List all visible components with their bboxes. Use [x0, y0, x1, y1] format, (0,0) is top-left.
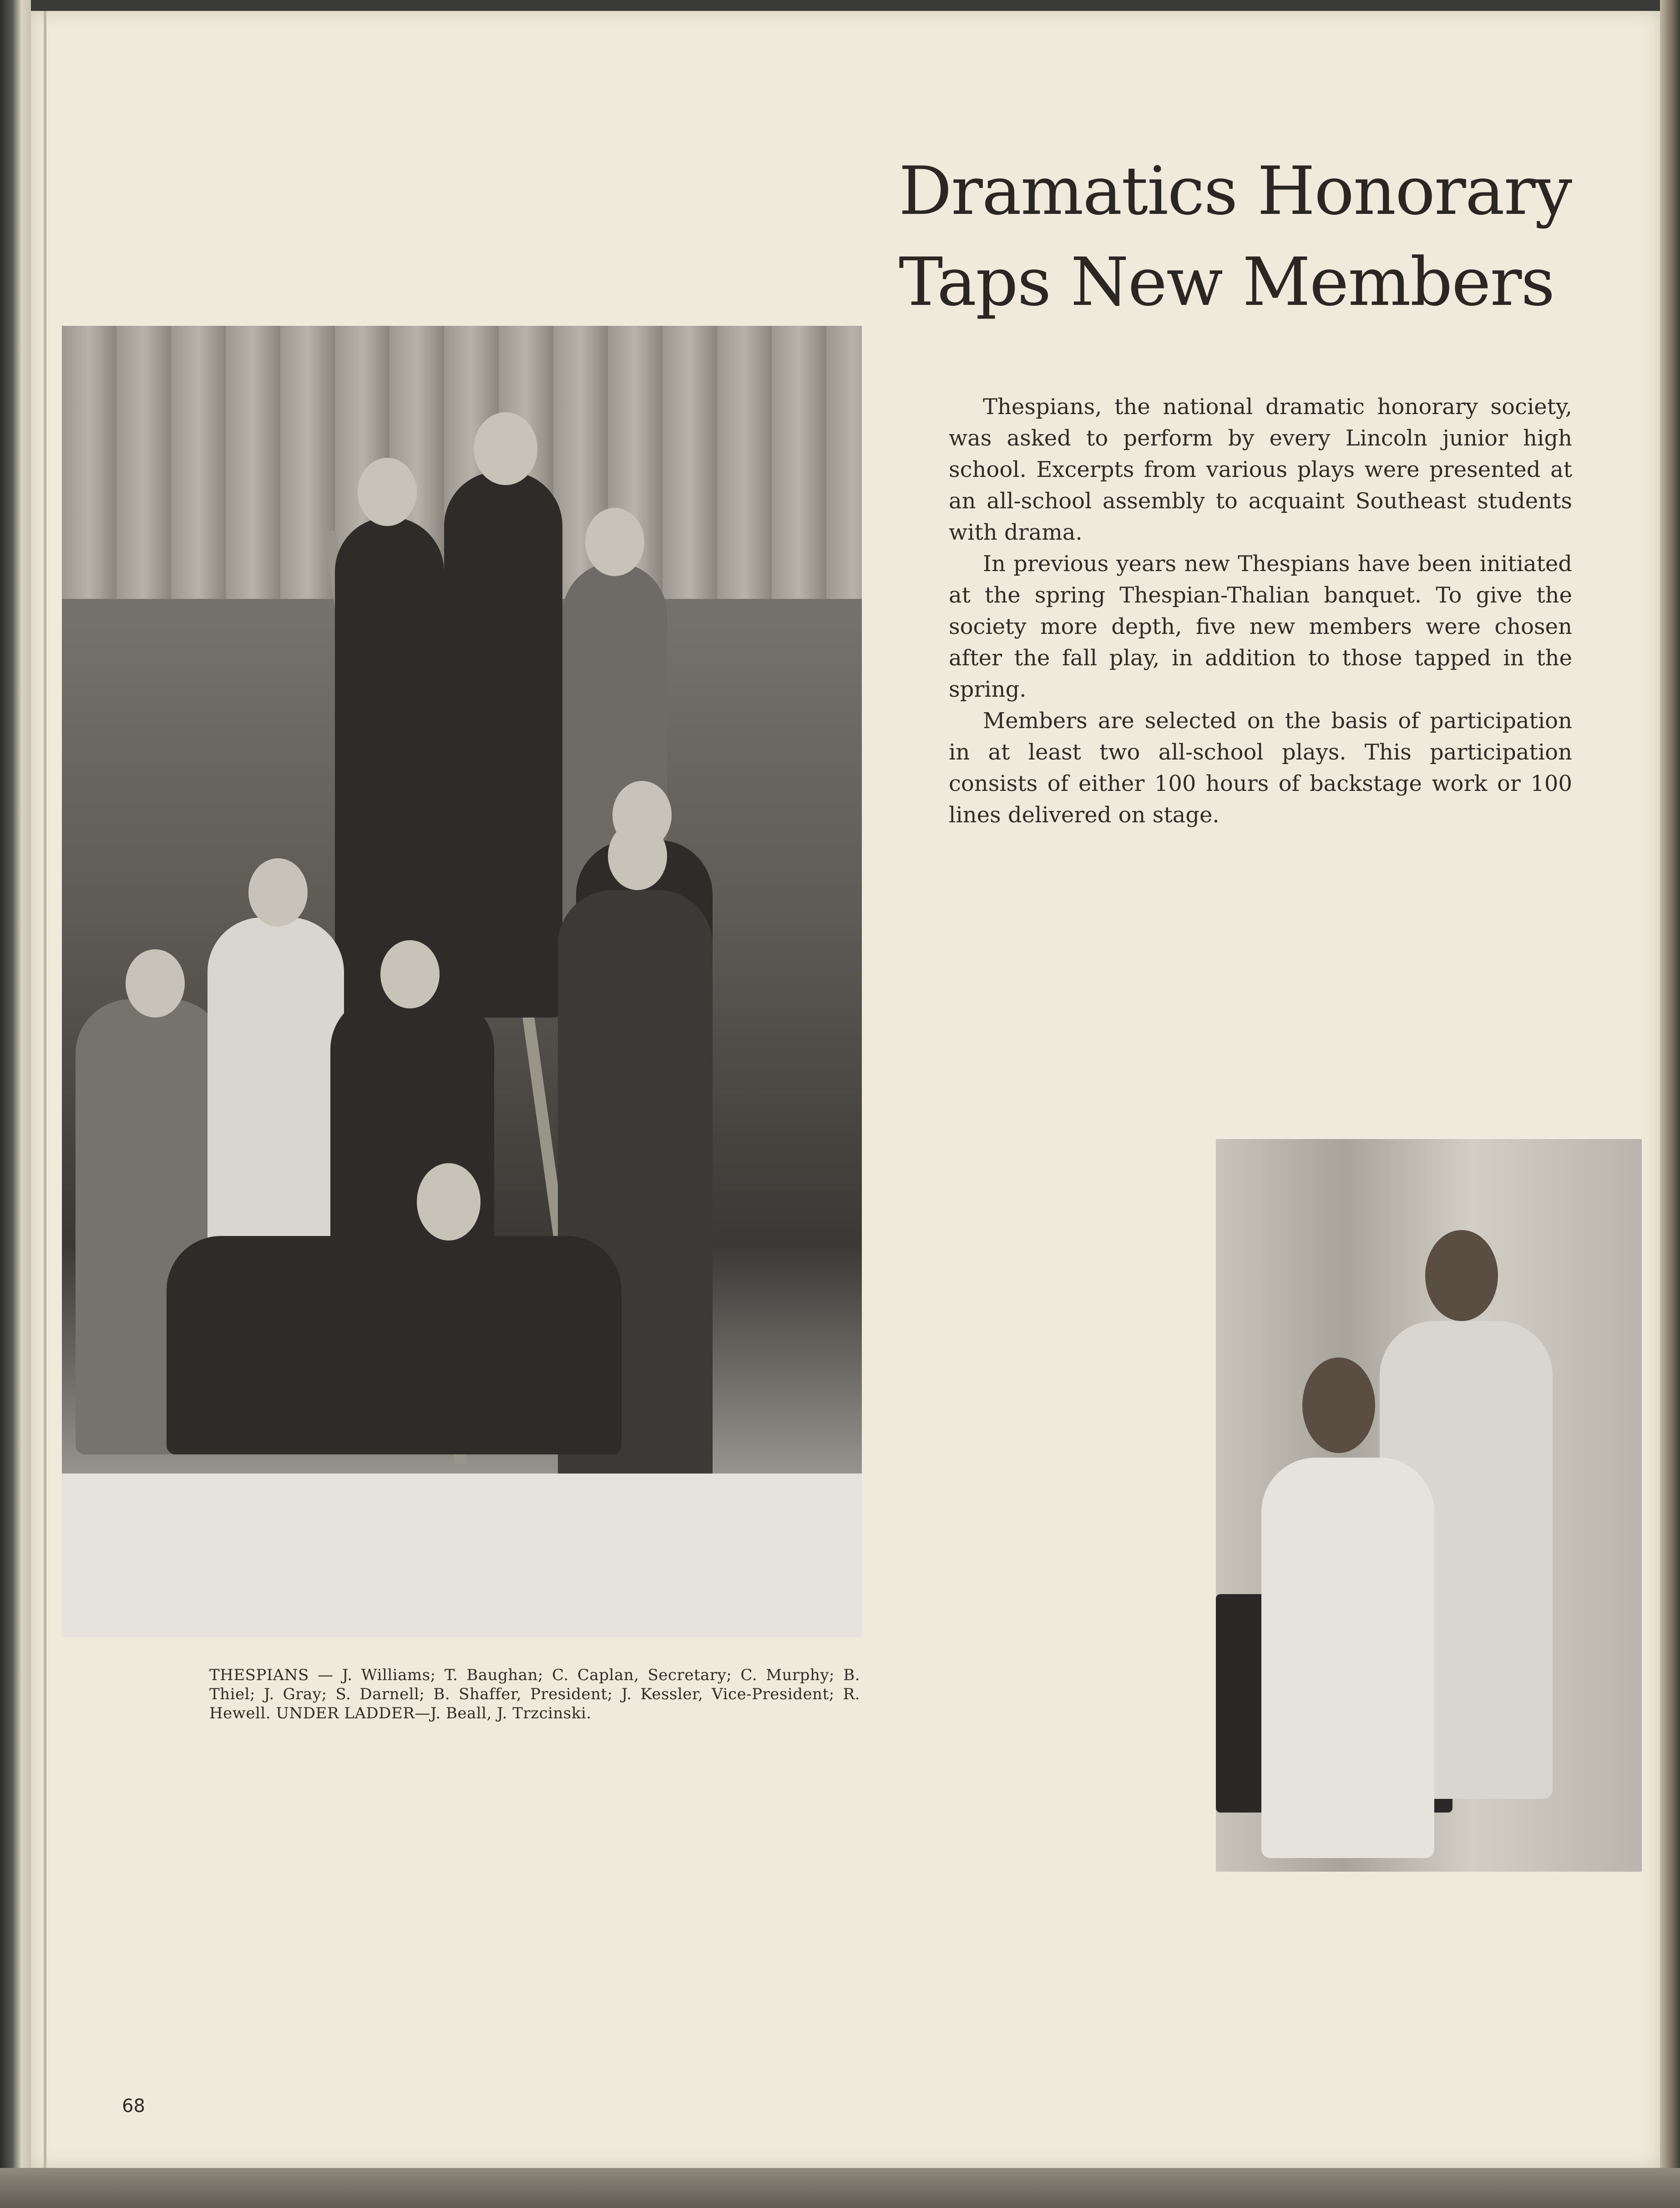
page-gutter — [44, 11, 46, 2168]
article-paragraph: Thespians, the national dramatic honorary society, was asked to perform by every Lincoln junior high school. Excerpts from various plays were presented at an all-school assembly to acquaint Southeast students with drama. — [949, 394, 1572, 545]
photo-caption: THESPIANS — J. Williams; T. Baughan; C. Caplan, Secretary; C. Murphy; B. Thiel; J. Gray; S. Darnell; B. Shaffer, President; J. Kessler, Vice-President; R. Hewell. UNDER LADDER—J. Beall, J. Trzcinski. — [209, 1666, 860, 1722]
student-figure — [1261, 1458, 1434, 1858]
page-number: 68 — [122, 2096, 145, 2117]
student-head — [380, 940, 440, 1008]
student-figure — [167, 1236, 622, 1454]
article-paragraph: Members are selected on the basis of participation in at least two all-school plays. This participation consists of either 100 hours of backstage work or 100 lines delivered on stage. — [949, 708, 1572, 828]
two-students-photo — [1216, 1139, 1642, 1872]
page-right-edge — [1660, 0, 1680, 2208]
student-head — [1302, 1357, 1375, 1453]
book-binding — [0, 0, 31, 2208]
thespians-group-photo — [62, 326, 862, 1637]
student-head — [585, 508, 644, 576]
student-figure — [335, 517, 444, 1018]
student-head — [608, 822, 667, 890]
article-body — [949, 391, 1572, 831]
student-head — [358, 458, 417, 526]
headline-line-2: Taps New Members — [899, 243, 1554, 321]
student-figure — [444, 471, 562, 1018]
student-head — [248, 858, 308, 927]
page-bottom-edge — [0, 2168, 1680, 2208]
student-head — [126, 949, 185, 1018]
stage-floor — [62, 1474, 862, 1637]
article-paragraph: In previous years new Thespians have been initiated at the spring Thespian-Thalian banquet. To give the society more depth, five new members were chosen after the fall play, in addition to those tapped in the spring. — [949, 551, 1572, 702]
student-head — [417, 1163, 481, 1241]
page-headline — [899, 146, 1572, 328]
headline-line-1: Dramatics Honorary — [899, 152, 1572, 230]
student-head — [474, 412, 537, 485]
student-head — [1425, 1230, 1498, 1321]
